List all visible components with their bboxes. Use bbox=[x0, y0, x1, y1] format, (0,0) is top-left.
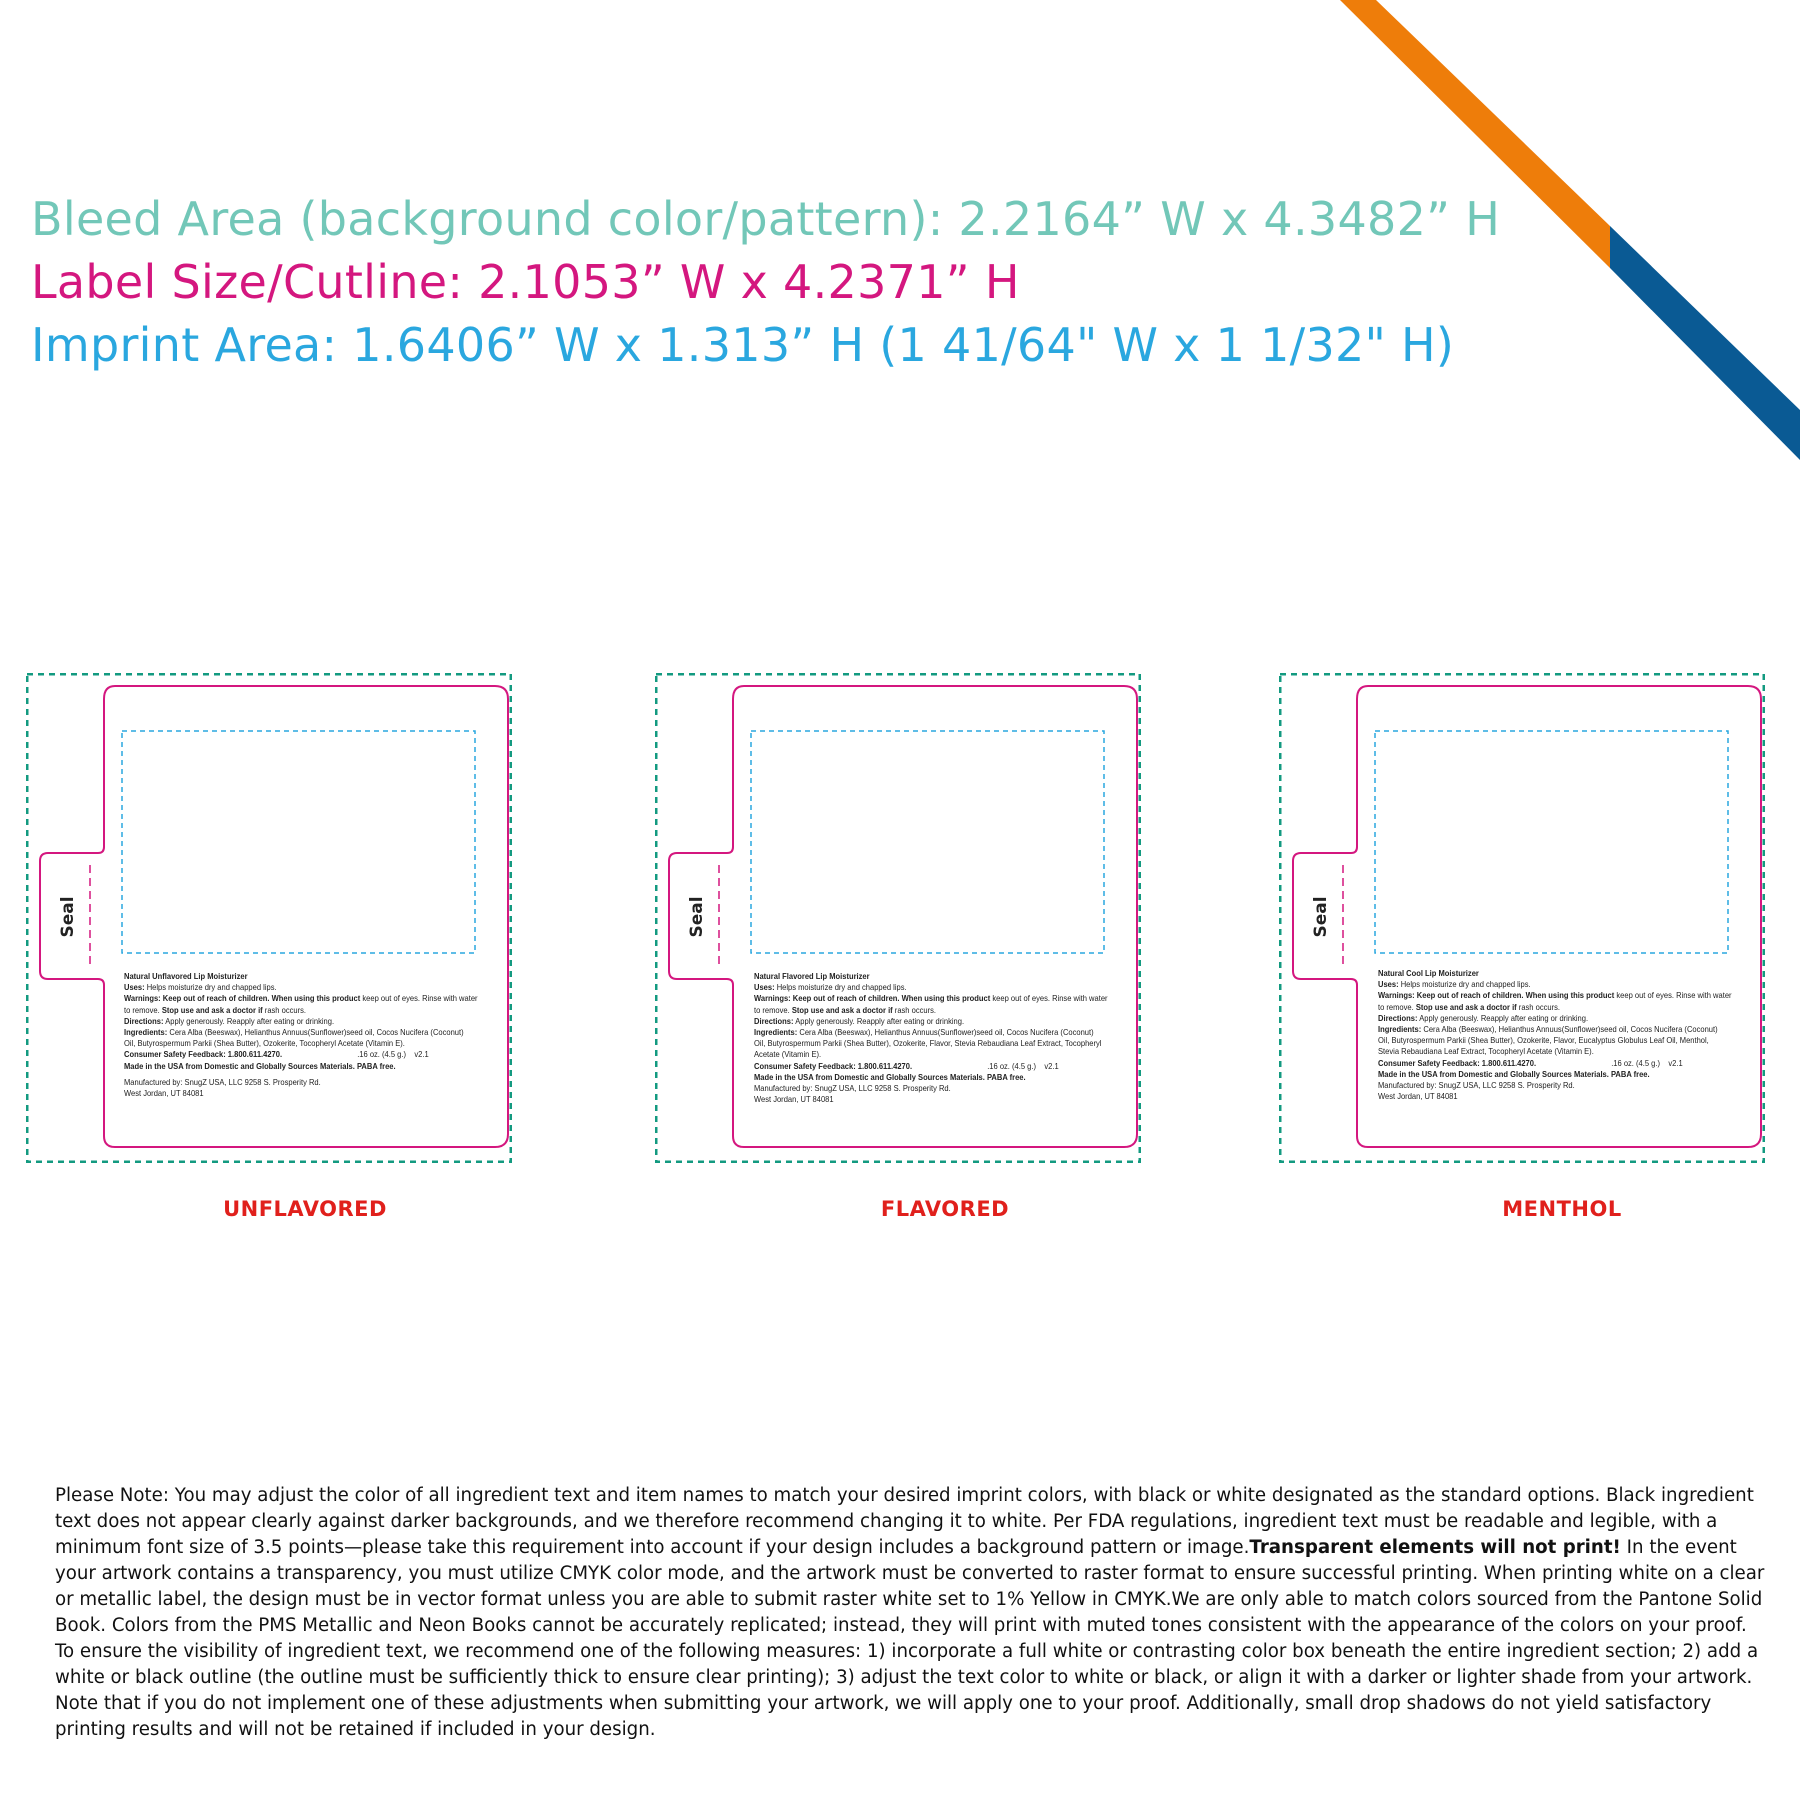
directions-line: Directions: Apply generously. Reapply after eating or drinking. bbox=[124, 1015, 335, 1026]
ingredient-block-unflavored bbox=[124, 971, 478, 1099]
manufacturer-line: Manufactured by: SnugZ USA, LLC 9258 S. Prosperity Rd. bbox=[754, 1083, 951, 1094]
seal-label: Seal bbox=[1311, 896, 1331, 938]
seal-label: Seal bbox=[58, 896, 78, 938]
flavor-name-flavored: FLAVORED bbox=[880, 1197, 1010, 1221]
seal-label: Seal bbox=[687, 896, 707, 938]
product-name: Natural Cool Lip Moisturizer bbox=[1378, 968, 1479, 978]
product-name: Natural Unflavored Lip Moisturizer bbox=[124, 971, 248, 981]
manufacturer-line: Manufactured by: SnugZ USA, LLC 9258 S. Prosperity Rd. bbox=[124, 1076, 321, 1087]
manufacturer-address: West Jordan, UT 84081 bbox=[1378, 1091, 1458, 1102]
manufacturer-address: West Jordan, UT 84081 bbox=[124, 1088, 204, 1099]
ingredients-line: Acetate (Vitamin E). bbox=[754, 1049, 822, 1060]
ingredients-line: Ingredients: Cera Alba (Beeswax), Helianthus Annuus(Sunflower)seed oil, Cocos Nucifera (Coconut) bbox=[124, 1027, 464, 1038]
feedback-line: Consumer Safety Feedback: 1.800.611.4270. .16 oz. (4.5 g.) v2.1 bbox=[124, 1049, 429, 1060]
product-name: Natural Flavored Lip Moisturizer bbox=[754, 971, 870, 981]
uses-line: Uses: Helps moisturize dry and chapped lips. bbox=[754, 982, 907, 993]
warnings-line-2: to remove. Stop use and ask a doctor if rash occurs. bbox=[1378, 1001, 1560, 1012]
imprint-area-outline bbox=[751, 731, 1104, 953]
feedback-line: Consumer Safety Feedback: 1.800.611.4270. .16 oz. (4.5 g.) v2.1 bbox=[754, 1060, 1059, 1071]
net-weight: .16 oz. (4.5 g.) bbox=[1611, 1057, 1660, 1068]
bleed-area-spec: Bleed Area (background color/pattern): 2.2164” W x 4.3482” H bbox=[31, 192, 1501, 246]
ingredient-block-menthol bbox=[1378, 968, 1732, 1102]
feedback-line: Consumer Safety Feedback: 1.800.611.4270. .16 oz. (4.5 g.) v2.1 bbox=[1378, 1057, 1683, 1068]
manufacturer-line: Manufactured by: SnugZ USA, LLC 9258 S. Prosperity Rd. bbox=[1378, 1080, 1575, 1091]
uses-line: Uses: Helps moisturize dry and chapped lips. bbox=[124, 982, 277, 993]
manufacturer-address: West Jordan, UT 84081 bbox=[754, 1094, 834, 1105]
net-weight: .16 oz. (4.5 g.) bbox=[987, 1060, 1036, 1071]
ingredients-line: Ingredients: Cera Alba (Beeswax), Helianthus Annuus(Sunflower)seed oil, Cocos Nucifera (Coconut) bbox=[1378, 1024, 1718, 1035]
please-note-paragraph: Please Note: You may adjust the color of all ingredient text and item names to match your desired imprint colors, with black or white designated as the standard options. Black ingredient text does not appear clearly against darker backgrounds, and we therefore recommend changing it to white. Per FDA regulations, ingredient text must be readable and legible, with a minimum font size of 3.5 points—please take this requirement into account if your design includes a background pattern or image.Transparent elements will not print! In the event your artwork contains a transparency, you must utilize CMYK color mode, and the artwork must be converted to raster format to ensure successful printing. When printing white on a clear or metallic label, the design must be in vector format unless you are able to submit raster white set to 1% Yellow in CMYK.We are only able to match colors sourced from the Pantone Solid Book. Colors from the PMS Metallic and Neon Books cannot be accurately replicated; instead, they will print with muted tones consistent with the appearance of the colors on your proof. To ensure the visibility of ingredient text, we recommend one of the following measures: 1) incorporate a full white or contrasting color box beneath the entire ingredient section; 2) add a white or black outline (the outline must be sufficiently thick to ensure clear printing); 3) adjust the text color to white or black, or align it with a darker or lighter shade from your artwork. Note that if you do not implement one of these adjustments when submitting your artwork, we will apply one to your proof. Additionally, small drop shadows do not yield satisfactory printing results and will not be retained if included in your design. bbox=[55, 1485, 1765, 1740]
ingredients-line: Ingredients: Cera Alba (Beeswax), Helianthus Annuus(Sunflower)seed oil, Cocos Nucifera (Coconut) bbox=[754, 1027, 1094, 1038]
directions-line: Directions: Apply generously. Reapply after eating or drinking. bbox=[754, 1015, 965, 1026]
directions-line: Directions: Apply generously. Reapply after eating or drinking. bbox=[1378, 1012, 1589, 1023]
imprint-area-spec: Imprint Area: 1.6406” W x 1.313” H (1 41/64" W x 1 1/32" H) bbox=[31, 318, 1455, 372]
warnings-line: Warnings: Keep out of reach of children. When using this product keep out of eyes. Rinse with water bbox=[124, 993, 478, 1004]
net-weight: .16 oz. (4.5 g.) bbox=[357, 1049, 406, 1060]
flavor-name-menthol: MENTHOL bbox=[1502, 1197, 1622, 1221]
warnings-line-2: to remove. Stop use and ask a doctor if rash occurs. bbox=[124, 1004, 306, 1015]
made-in-line: Made in the USA from Domestic and Globally Sources Materials. PABA free. bbox=[754, 1071, 1026, 1082]
ingredient-block-flavored bbox=[754, 971, 1108, 1105]
version: v2.1 bbox=[1044, 1060, 1059, 1071]
made-in-line: Made in the USA from Domestic and Globally Sources Materials. PABA free. bbox=[1378, 1068, 1650, 1079]
version: v2.1 bbox=[1668, 1057, 1683, 1068]
ingredients-line: Oil, Butyrospermum Parkii (Shea Butter), Ozokerite, Flavor, Eucalyptus Globulus Leaf Oil, Menthol, bbox=[1378, 1035, 1709, 1046]
version: v2.1 bbox=[414, 1049, 429, 1060]
ingredients-line: Oil, Butyrospermum Parkii (Shea Butter), Ozokerite, Tocopheryl Acetate (Vitamin E). bbox=[124, 1038, 405, 1049]
made-in-line: Made in the USA from Domestic and Globally Sources Materials. PABA free. bbox=[124, 1060, 396, 1071]
warnings-line-2: to remove. Stop use and ask a doctor if rash occurs. bbox=[754, 1004, 936, 1015]
warnings-line: Warnings: Keep out of reach of children. When using this product keep out of eyes. Rinse with water bbox=[1378, 990, 1732, 1001]
uses-line: Uses: Helps moisturize dry and chapped lips. bbox=[1378, 979, 1531, 990]
warnings-line: Warnings: Keep out of reach of children. When using this product keep out of eyes. Rinse with water bbox=[754, 993, 1108, 1004]
label-size-spec: Label Size/Cutline: 2.1053” W x 4.2371” H bbox=[31, 255, 1020, 309]
flavor-name-unflavored: UNFLAVORED bbox=[223, 1197, 387, 1221]
ingredients-line: Stevia Rebaudiana Leaf Extract, Tocopheryl Acetate (Vitamin E). bbox=[1378, 1046, 1594, 1057]
blue-stripe bbox=[1610, 226, 1800, 460]
ingredients-line: Oil, Butyrospermum Parkii (Shea Butter), Ozokerite, Flavor, Stevia Rebaudiana Leaf Extract, Tocopheryl bbox=[754, 1038, 1102, 1049]
imprint-area-outline bbox=[122, 731, 475, 953]
transparent-warning: Transparent elements will not print! bbox=[1249, 1537, 1621, 1558]
imprint-area-outline bbox=[1375, 731, 1728, 953]
